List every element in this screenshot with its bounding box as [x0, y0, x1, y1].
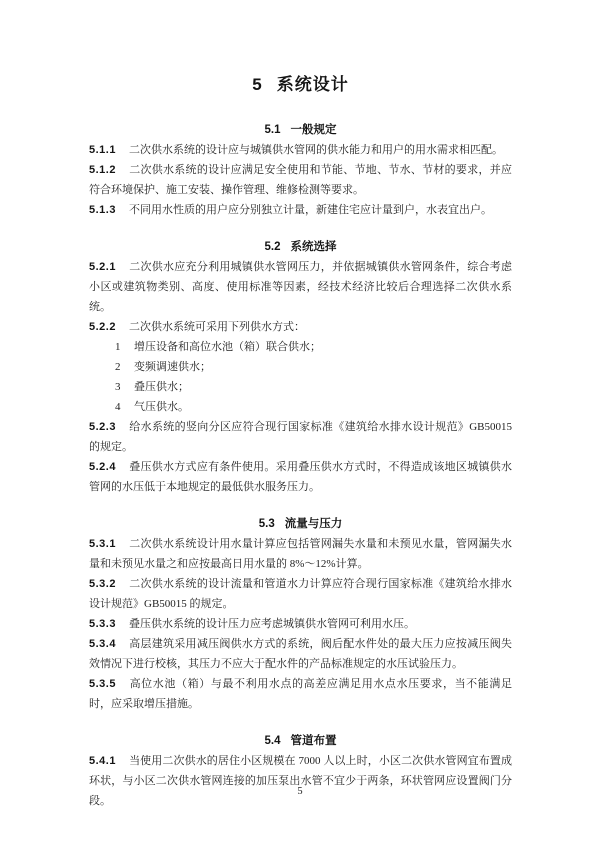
supply-mode-item-4 [89, 397, 512, 417]
clause-text: 当使用二次供水的居住小区规模在 7000 人以上时，小区二次供水管网宜布置成环状，与小区二次供水管网连接的加压泵出水管不宜少于两条，环状管网应设置阀门分段。 [89, 755, 512, 807]
clause-text: 给水系统的竖向分区应符合现行国家标准《建筑给水排水设计规范》GB50015 的规定。 [89, 421, 512, 453]
clause-text: 高位水池（箱）与最不利用水点的高差应满足用水点水压要求，当不能满足时，应采取增压措施。 [89, 678, 512, 710]
clause-text: 二次供水系统设计用水量计算应包括管网漏失水量和未预见水量，管网漏失水量和未预见水量之和应按最高日用水量的 8%～12%计算。 [89, 538, 512, 570]
clause-number: 5.3.5 [89, 678, 116, 690]
item-text: 气压供水。 [134, 401, 189, 413]
clause-5-3-3 [89, 614, 512, 634]
clause-number: 5.4.1 [89, 755, 116, 767]
item-text: 增压设备和高位水池（箱）联合供水； [134, 341, 321, 353]
clause-text: 二次供水系统的设计应满足安全使用和节能、节地、节水、节材的要求，并应符合环境保护、施工安装、操作管理、维修检测等要求。 [89, 164, 512, 196]
section-number: 5.4 [264, 735, 281, 747]
section-heading-5-1 [89, 120, 512, 140]
clause-5-2-1 [89, 257, 512, 317]
section-number: 5.2 [264, 241, 281, 253]
clause-5-4-1 [89, 751, 512, 811]
chapter-number: 5 [252, 75, 263, 94]
page-number: 5 [297, 786, 303, 797]
item-number: 1 [115, 341, 121, 353]
item-text: 变频调速供水； [134, 361, 211, 373]
supply-mode-item-2 [89, 357, 512, 377]
section-title: 系统选择 [290, 241, 337, 253]
section-title: 一般规定 [290, 124, 337, 136]
chapter-title [89, 74, 512, 96]
clause-number: 5.3.4 [89, 638, 116, 650]
clause-number: 5.3.1 [89, 538, 116, 550]
section-heading-5-2 [89, 237, 512, 257]
clause-5-3-2 [89, 574, 512, 614]
clause-5-3-1 [89, 534, 512, 574]
clause-number: 5.2.1 [89, 261, 116, 273]
section-heading-5-4 [89, 731, 512, 751]
section-heading-5-3 [89, 514, 512, 534]
clause-number: 5.2.3 [89, 421, 116, 433]
page-content [89, 74, 512, 811]
clause-5-3-4 [89, 634, 512, 674]
clause-5-3-5 [89, 674, 512, 714]
clause-5-2-4 [89, 457, 512, 497]
item-number: 2 [115, 361, 121, 373]
clause-5-2-3 [89, 417, 512, 457]
section-title: 流量与压力 [284, 518, 343, 530]
section-number: 5.3 [258, 518, 275, 530]
clause-number: 5.1.3 [89, 204, 116, 216]
clause-number: 5.2.2 [89, 321, 116, 333]
clause-number: 5.3.3 [89, 618, 116, 630]
supply-mode-item-1 [89, 337, 512, 357]
clause-text: 二次供水应充分利用城镇供水管网压力，并依据城镇供水管网条件，综合考虑小区或建筑物类别、高度、使用标准等因素，经技术经济比较后合理选择二次供水系统。 [89, 261, 512, 313]
clause-5-2-2 [89, 317, 512, 337]
clause-text: 高层建筑采用减压阀供水方式的系统，阀后配水件处的最大压力应按减压阀失效情况下进行校核，其压力不应大于配水件的产品标准规定的水压试验压力。 [89, 638, 512, 670]
supply-mode-item-3 [89, 377, 512, 397]
item-number: 3 [115, 381, 121, 393]
section-number: 5.1 [264, 124, 281, 136]
clause-5-1-3 [89, 200, 512, 220]
clause-number: 5.3.2 [89, 578, 116, 590]
item-number: 4 [115, 401, 121, 413]
clause-number: 5.1.1 [89, 144, 116, 156]
clause-5-1-1 [89, 140, 512, 160]
clause-number: 5.2.4 [89, 461, 116, 473]
clause-text: 二次供水系统可采用下列供水方式： [128, 321, 305, 333]
clause-text: 二次供水系统的设计应与城镇供水管网的供水能力和用户的用水需求相匹配。 [128, 144, 503, 156]
item-text: 叠压供水； [134, 381, 189, 393]
chapter-title-text: 系统设计 [276, 75, 349, 94]
section-title: 管道布置 [290, 735, 337, 747]
clause-text: 二次供水系统的设计流量和管道水力计算应符合现行国家标准《建筑给水排水设计规范》GB50015 的规定。 [89, 578, 512, 610]
clause-5-1-2 [89, 160, 512, 200]
clause-number: 5.1.2 [89, 164, 116, 176]
clause-text: 叠压供水方式应有条件使用。采用叠压供水方式时，不得造成该地区城镇供水管网的水压低于本地规定的最低供水服务压力。 [89, 461, 512, 493]
clause-text: 不同用水性质的用户应分别独立计量，新建住宅应计量到户，水表宜出户。 [128, 204, 492, 216]
clause-text: 叠压供水系统的设计压力应考虑城镇供水管网可利用水压。 [128, 618, 415, 630]
